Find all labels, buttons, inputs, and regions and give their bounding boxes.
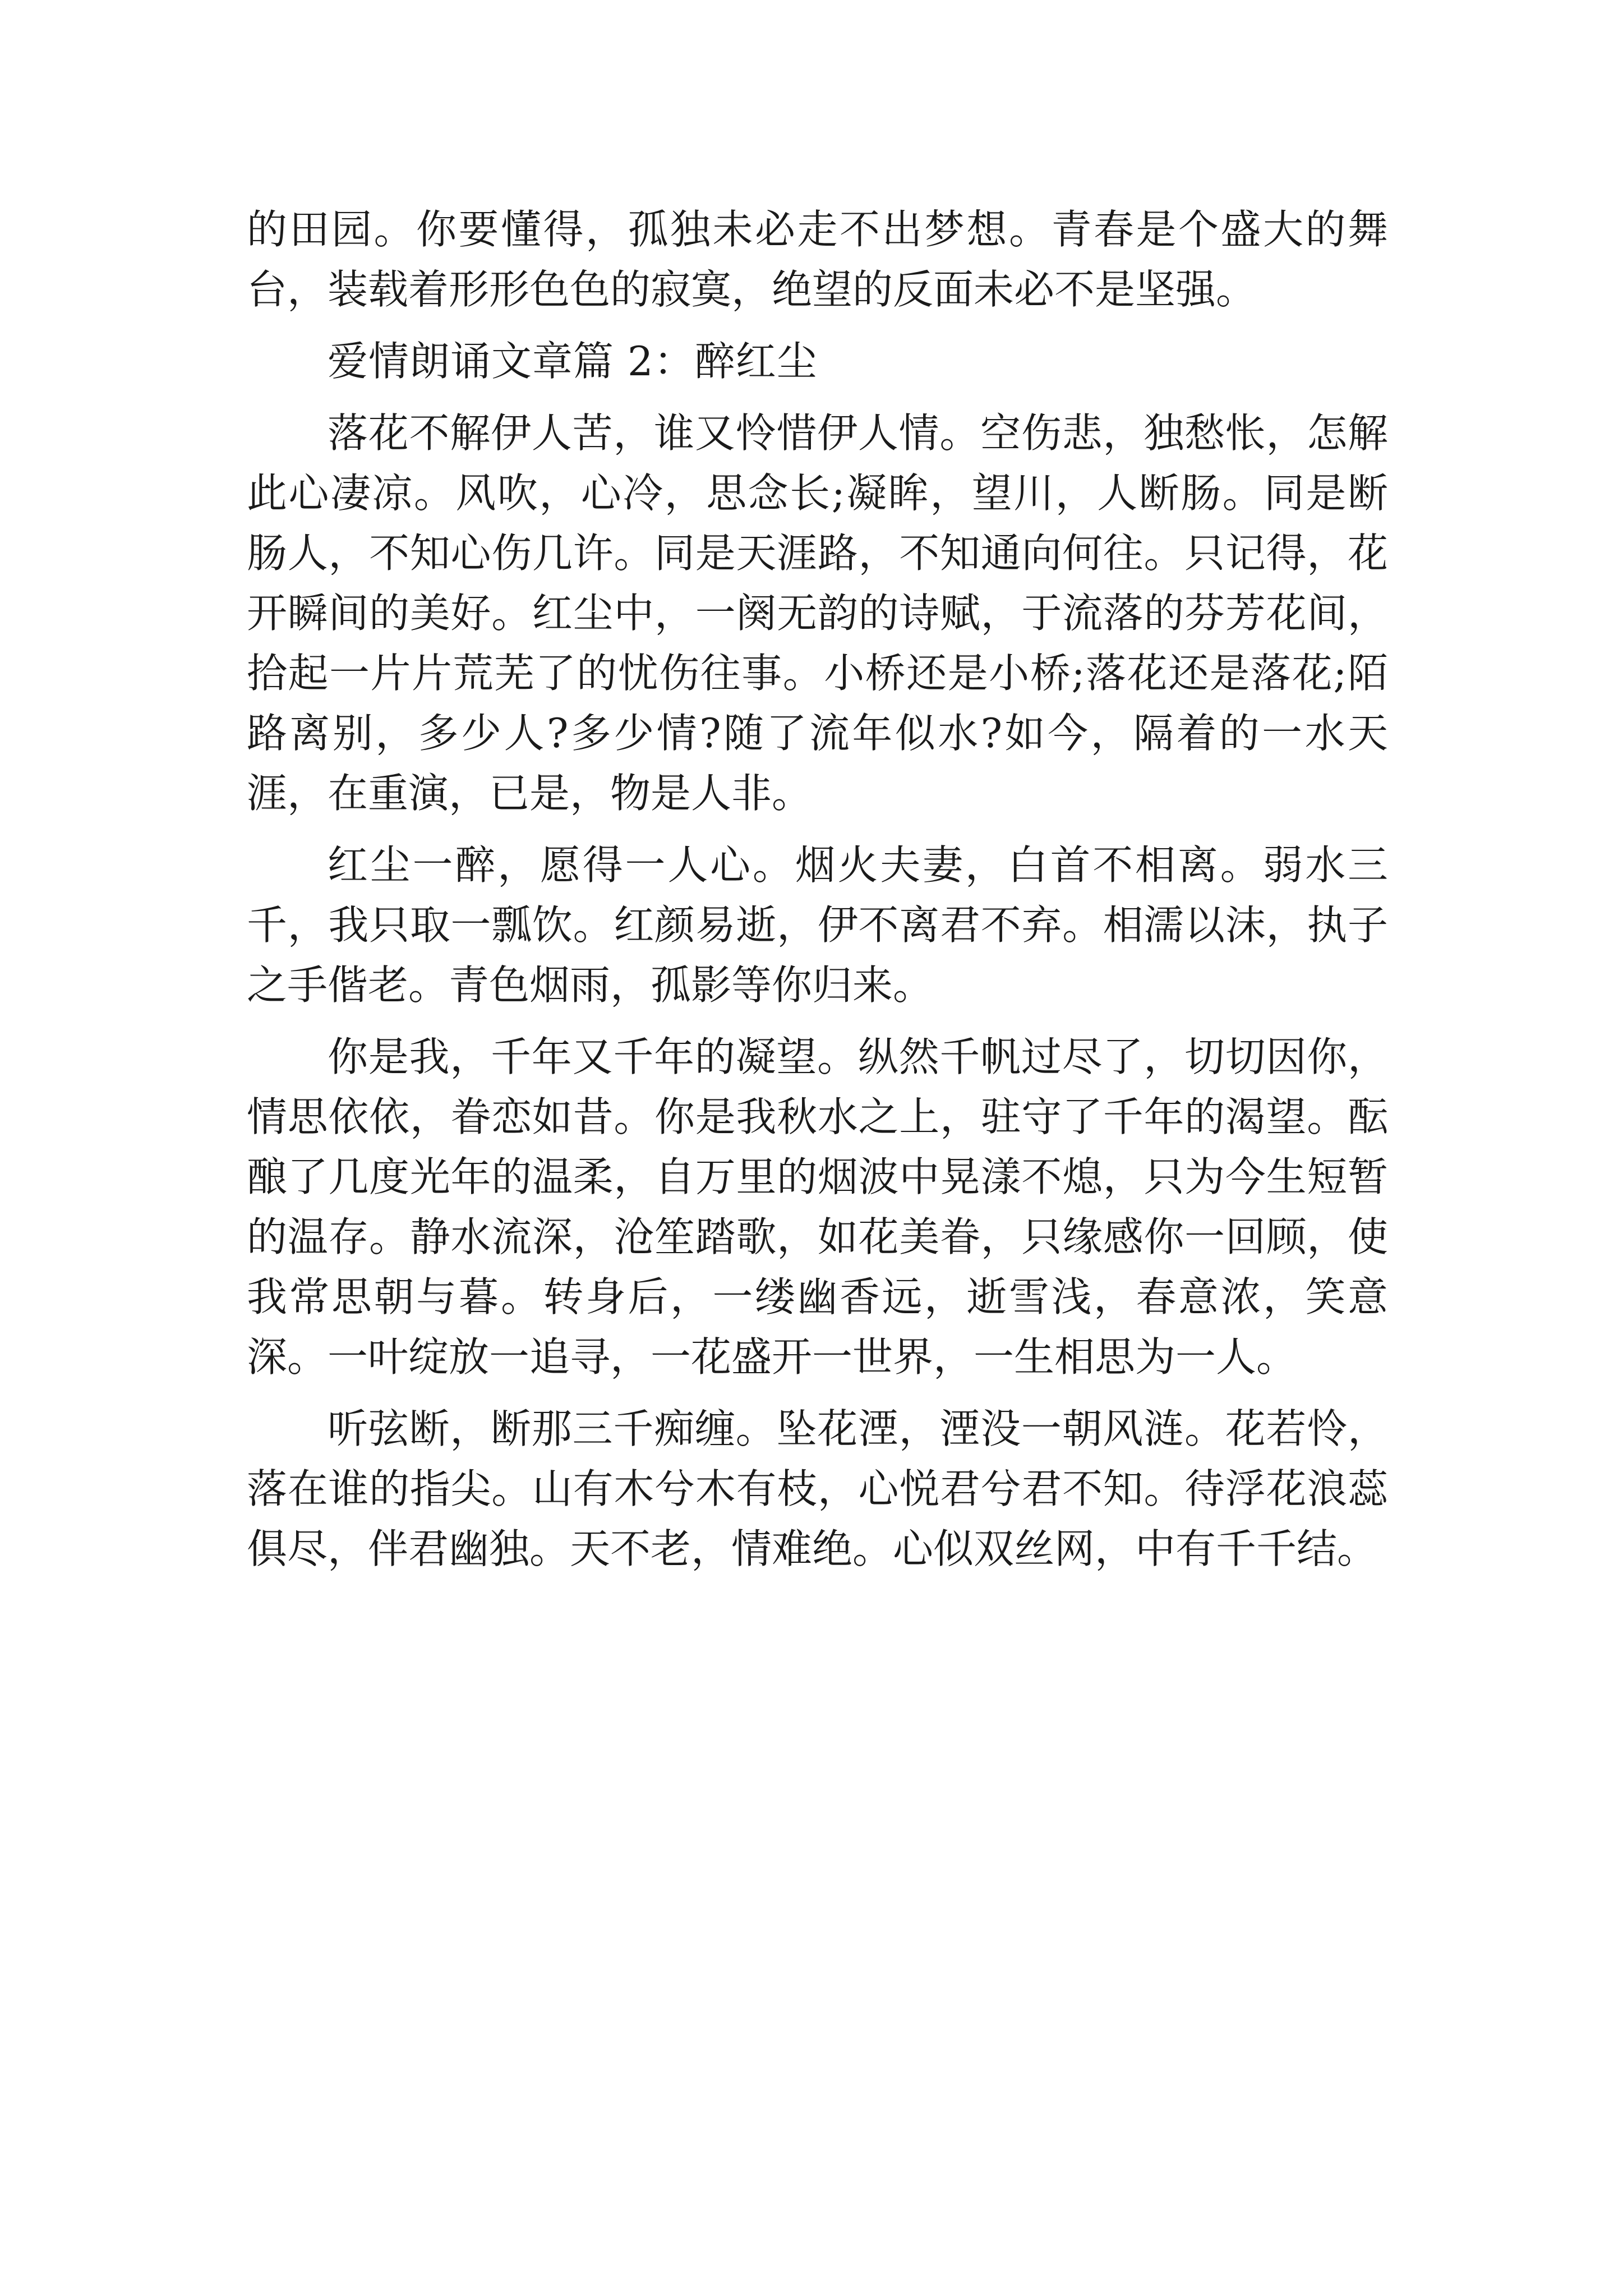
body-paragraph-2: 红尘一醉，愿得一人心。烟火夫妻，白首不相离。弱水三千，我只取一瓢饮。红颜易逝，伊不离君不弃。相濡以沫，执子之手偕老。青色烟雨，孤影等你归来。 xyxy=(247,841,1388,1009)
document-page xyxy=(247,200,1388,1591)
section-heading: 爱情朗诵文章篇 2：醉红尘 xyxy=(328,338,818,385)
body-paragraph-1: 落花不解伊人苦，谁又怜惜伊人情。空伤悲，独愁怅，怎解此心凄凉。风吹，心冷，思念长;凝眸，望川，人断肠。同是断肠人，不知心伤几许。同是天涯路，不知通向何往。只记得，花开瞬间的美好。红尘中，一阕无韵的诗赋，于流落的芬芳花间，拾起一片片荒芜了的忧伤往事。小桥还是小桥;落花还是落花;陌路离别，多少人?多少情?随了流年似水?如今，隔着的一水天涯，在重演，已是，物是人非。 xyxy=(247,409,1388,817)
body-paragraph-3: 你是我，千年又千年的凝望。纵然千帆过尽了，切切因你，情思依依，眷恋如昔。你是我秋水之上，驻守了千年的渴望。酝酿了几度光年的温柔，自万里的烟波中晃漾不熄，只为今生短暂的温存。静水流深，沧笙踏歌，如花美眷，只缘感你一回顾，使我常思朝与暮。转身后，一缕幽香远，逝雪浅，春意浓，笑意深。一叶绽放一追寻，一花盛开一世界，一生相思为一人。 xyxy=(247,1033,1388,1381)
body-paragraph-4: 听弦断，断那三千痴缠。坠花湮，湮没一朝风涟。花若怜，落在谁的指尖。山有木兮木有枝，心悦君兮君不知。待浮花浪蕊俱尽，伴君幽独。天不老，情难绝。心似双丝网，中有千千结。 xyxy=(247,1405,1388,1572)
continuation-paragraph: 的田园。你要懂得，孤独未必走不出梦想。青春是个盛大的舞台，装载着形形色色的寂寞，绝望的反面未必不是坚强。 xyxy=(247,206,1388,313)
